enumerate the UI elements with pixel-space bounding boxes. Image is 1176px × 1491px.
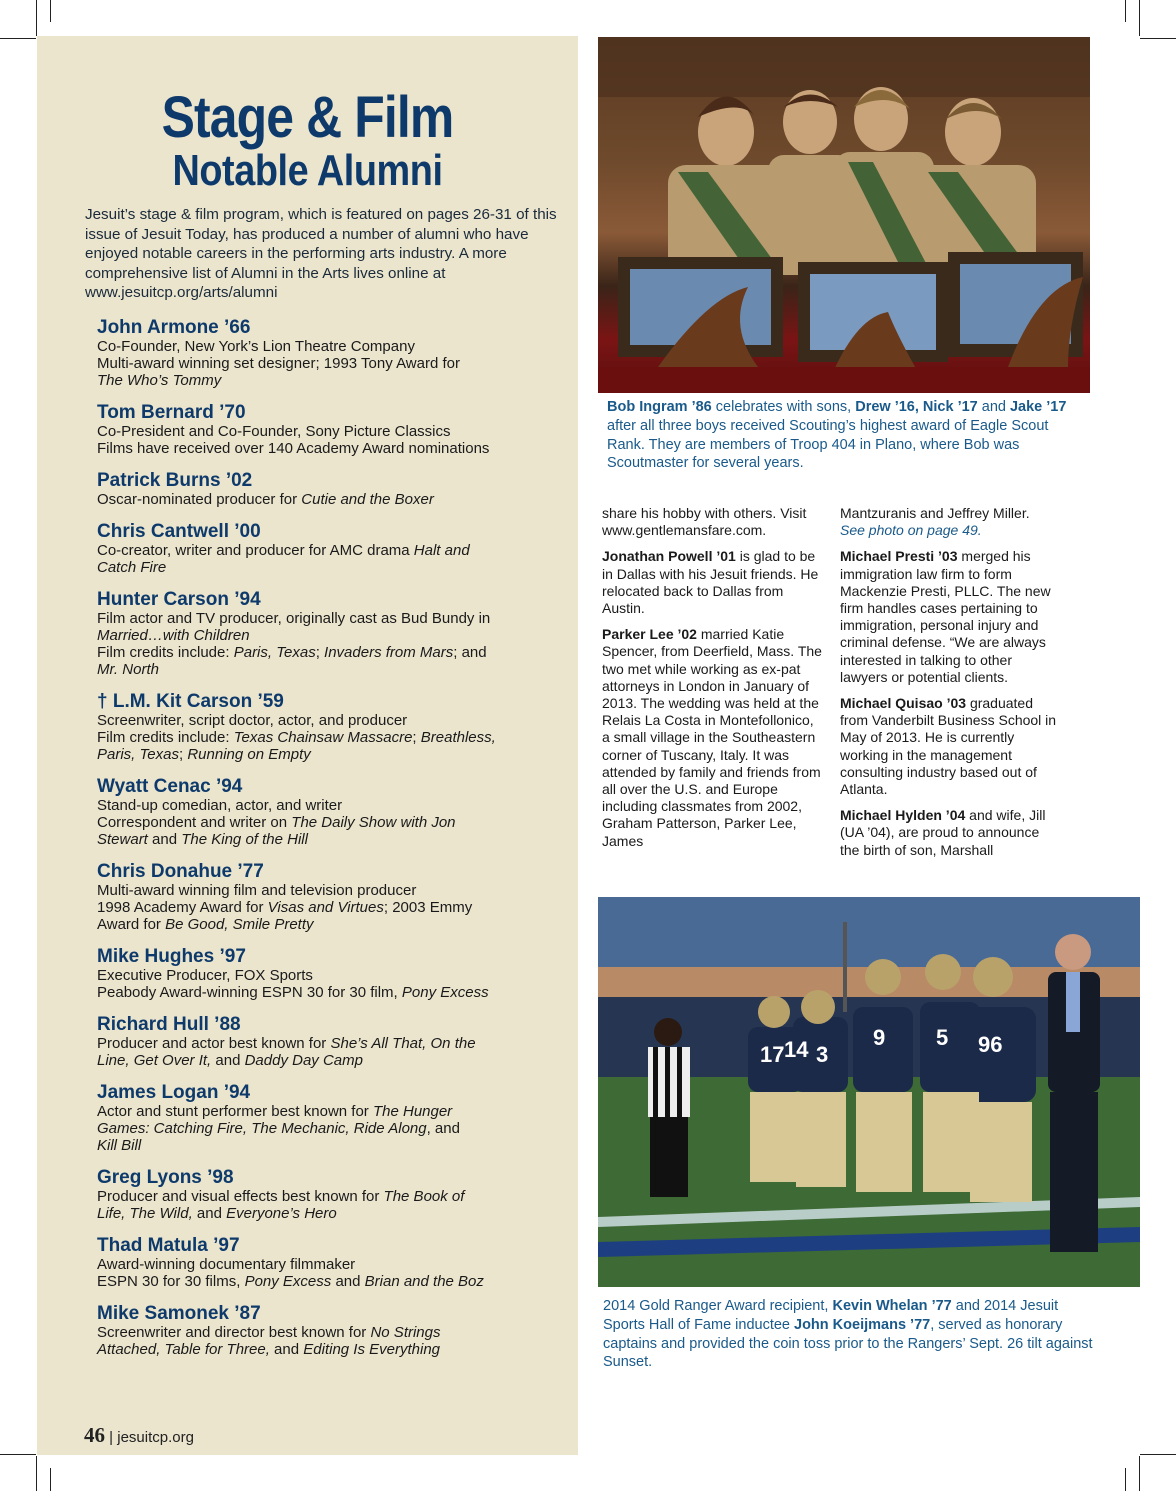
class-note bbox=[602, 626, 824, 850]
alumni-detail: and bbox=[211, 1052, 245, 1069]
alumni-name: Mike Samonek ’87 bbox=[97, 1303, 261, 1324]
caption-text: , served as honorary captains and provided the coin toss prior to the Rangers’ Sept. 26 tilt against Sunset. bbox=[603, 1316, 1093, 1371]
football-captains-photo bbox=[598, 897, 1140, 1287]
work-title: Pony Excess bbox=[244, 1273, 332, 1290]
alumni-detail: Correspondent and writer on bbox=[97, 814, 292, 831]
work-title: Halt and bbox=[413, 542, 470, 559]
eagle-scout-illustration bbox=[598, 37, 1090, 393]
caption-name: Jake ’17 bbox=[1009, 399, 1067, 415]
work-title: Attached, Table for Three, bbox=[97, 1341, 270, 1358]
caption-text: 2014 Gold Ranger Award recipient, bbox=[603, 1298, 833, 1314]
alumni-detail: ESPN 30 for 30 films, bbox=[97, 1273, 245, 1290]
alumni-detail: Actor and stunt performer best known for bbox=[97, 1103, 373, 1120]
work-title: The Book of bbox=[383, 1188, 465, 1205]
class-note bbox=[840, 548, 1062, 686]
work-title: Daddy Day Camp bbox=[244, 1052, 363, 1069]
note-text: merged his immigration law firm to form Mackenzie Presti, PLLC. The new firm handles cases pertaining to immigration, personal injury and criminal defense. “We are always interested in talking to other lawyers or potential clients. bbox=[840, 548, 1051, 685]
work-title: Life, The Wild, bbox=[97, 1205, 193, 1222]
alumni-name: Patrick Burns ’02 bbox=[97, 470, 253, 491]
jersey-number: 14 bbox=[784, 1037, 809, 1062]
note-text: married Katie Spencer, from Deerfield, Mass. The two met while working as ex-pat attorneys in London in January of 2013. The wedding was held at the Relais La Costa in Montefollonico, a small village in the Southeastern corner of Tuscany, Italy. It was attended by family and friends from all over the U.S. and Europe including classmates from 2002, Graham Patterson, Parker Lee, James bbox=[602, 626, 822, 849]
alumni-detail: Co-creator, writer and producer for AMC drama bbox=[97, 542, 414, 559]
alumni-name: Thad Matula ’97 bbox=[97, 1235, 240, 1256]
work-title: Editing Is Everything bbox=[303, 1341, 441, 1358]
alumni-detail: Co-President and Co-Founder, Sony Picture Classics bbox=[97, 423, 451, 440]
alumni-detail: Film credits include: bbox=[97, 729, 234, 746]
work-title: She’s All That, On the bbox=[330, 1035, 476, 1052]
sidebar-title: Stage & Film bbox=[161, 85, 454, 150]
alumni-detail: Film credits include: bbox=[97, 644, 234, 661]
alumni-detail: and bbox=[147, 831, 182, 848]
work-title: The Who’s Tommy bbox=[97, 372, 222, 389]
alumni-entry bbox=[97, 1082, 567, 1154]
work-title: Invaders from Mars bbox=[324, 644, 454, 661]
alumni-name: Greg Lyons ’98 bbox=[97, 1167, 234, 1188]
work-title: Stewart bbox=[97, 831, 148, 848]
alumni-entry bbox=[97, 1235, 567, 1290]
work-title: Everyone’s Hero bbox=[226, 1205, 337, 1222]
alumni-name: Hunter Carson ’94 bbox=[97, 589, 261, 610]
work-title: Mr. North bbox=[97, 661, 159, 678]
alumni-entry bbox=[97, 589, 567, 678]
alumni-entry bbox=[97, 521, 567, 576]
sidebar-subtitle: Notable Alumni bbox=[172, 146, 443, 195]
alumni-name: Richard Hull ’88 bbox=[97, 1014, 241, 1035]
work-title: Paris, Texas bbox=[97, 746, 179, 763]
alumni-detail: Peabody Award-winning ESPN 30 for 30 film, bbox=[97, 984, 402, 1001]
alumni-name: Tom Bernard ’70 bbox=[97, 402, 246, 423]
work-title: Line, Get Over It, bbox=[97, 1052, 212, 1069]
caption-name: Drew ’16, Nick ’17 bbox=[855, 399, 978, 415]
alumni-entry bbox=[97, 470, 567, 508]
alumni-name: Mike Hughes ’97 bbox=[97, 946, 246, 967]
alumni-entry bbox=[97, 1303, 567, 1358]
alumni-detail: Award-winning documentary filmmaker bbox=[97, 1256, 356, 1273]
alumni-name: Chris Donahue ’77 bbox=[97, 861, 264, 882]
jersey-number: 3 bbox=[816, 1042, 829, 1067]
sidebar-intro: Jesuit’s stage & film program, which is featured on pages 26-31 of this issue of Jesuit Today, has produced a number of alumni who have enjoyed notable careers in the performing arts industry. A more comprehensive list of Alumni in the Arts lives online at www.jesuitcp.org/arts/alumni bbox=[85, 206, 557, 301]
jersey-number: 5 bbox=[936, 1025, 949, 1050]
note-name: Jonathan Powell ’01 bbox=[602, 548, 736, 565]
crop-mark bbox=[50, 0, 51, 22]
alumni-entry bbox=[97, 317, 567, 389]
crop-mark bbox=[1125, 1468, 1126, 1491]
work-title: Catch Fire bbox=[97, 559, 167, 576]
class-note bbox=[840, 807, 1062, 859]
work-title: The Daily Show with Jon bbox=[291, 814, 456, 831]
jersey-number: 96 bbox=[978, 1032, 1003, 1057]
caption-name: Kevin Whelan ’77 bbox=[832, 1298, 952, 1314]
caption-text: celebrates with sons, bbox=[711, 399, 856, 415]
work-title: Cutie and the Boxer bbox=[301, 491, 434, 508]
class-note: share his hobby with others. Visit www.gentlemansfare.com. bbox=[602, 505, 807, 539]
alumni-detail: and bbox=[269, 1341, 304, 1358]
crop-mark bbox=[1139, 0, 1140, 36]
page-number: 46 bbox=[84, 1423, 105, 1447]
work-title: Be Good, Smile Pretty bbox=[165, 916, 314, 933]
class-note bbox=[602, 548, 824, 617]
alumni-entry bbox=[97, 1014, 567, 1069]
class-note bbox=[840, 505, 1062, 539]
work-title: Games: Catching Fire, The Mechanic, Ride Along bbox=[97, 1120, 427, 1137]
note-text: graduated from Vanderbilt Business School in May of 2013. He is currently working in the management consulting industry based out of Atlanta. bbox=[840, 695, 1057, 798]
jersey-number: 17 bbox=[760, 1042, 785, 1067]
class-note bbox=[840, 695, 1062, 798]
folio-site: jesuitcp.org bbox=[117, 1429, 194, 1446]
alumni-detail: Co-Founder, New York’s Lion Theatre Company bbox=[97, 338, 415, 355]
alumni-entry bbox=[97, 1167, 567, 1222]
alumni-entry bbox=[97, 946, 567, 1001]
class-notes-column-left bbox=[602, 505, 824, 859]
work-title: The King of the Hill bbox=[181, 831, 308, 848]
photo-reference-link[interactable]: See photo on page 49. bbox=[840, 522, 982, 539]
work-title: Running on Empty bbox=[187, 746, 311, 763]
eagle-scout-caption bbox=[607, 398, 1077, 473]
note-name: Michael Presti ’03 bbox=[840, 548, 958, 565]
alumni-detail: Stand-up comedian, actor, and writer bbox=[97, 797, 343, 814]
alumni-detail: Award for bbox=[97, 916, 166, 933]
work-title: Pony Excess bbox=[401, 984, 489, 1001]
alumni-name: † L.M. Kit Carson ’59 bbox=[97, 691, 284, 712]
note-text: is glad to be in Dallas with his Jesuit friends. He relocated back to Dallas from Austin. bbox=[602, 548, 819, 617]
work-title: Paris, Texas bbox=[233, 644, 316, 661]
alumni-entry bbox=[97, 776, 567, 848]
crop-mark bbox=[0, 1454, 36, 1455]
work-title: Married…with Children bbox=[97, 627, 250, 644]
alumni-detail: and bbox=[192, 1205, 227, 1222]
crop-mark bbox=[50, 1468, 51, 1491]
alumni-detail: Producer and visual effects best known for bbox=[97, 1188, 384, 1205]
alumni-list bbox=[97, 317, 567, 1371]
alumni-detail: ; bbox=[412, 729, 421, 746]
football-captains-caption bbox=[603, 1297, 1093, 1372]
alumni-detail: ; bbox=[315, 644, 325, 661]
alumni-detail: ; and bbox=[453, 644, 487, 661]
alumni-detail: Oscar-nominated producer for bbox=[97, 491, 302, 508]
alumni-name: Wyatt Cenac ’94 bbox=[97, 776, 243, 797]
alumni-detail: Multi-award winning film and television producer bbox=[97, 882, 417, 899]
alumni-detail: Films have received over 140 Academy Award nominations bbox=[97, 440, 490, 457]
caption-name: John Koeijmans ’77 bbox=[794, 1316, 931, 1333]
jersey-number: 9 bbox=[873, 1025, 886, 1050]
crop-mark bbox=[1140, 1454, 1176, 1455]
work-title: Visas and Virtues bbox=[267, 899, 384, 916]
crop-mark bbox=[1139, 1456, 1140, 1491]
alumni-detail: Multi-award winning set designer; 1993 Tony Award for bbox=[97, 355, 460, 372]
note-name: Michael Quisao ’03 bbox=[840, 695, 967, 712]
caption-name: Bob Ingram ’86 bbox=[607, 399, 712, 415]
page-folio: 46 | jesuitcp.org bbox=[84, 1423, 194, 1447]
football-captains-illustration bbox=[598, 897, 1140, 1287]
caption-text: and bbox=[977, 399, 1010, 415]
work-title: Brian and the Boz bbox=[364, 1273, 484, 1290]
note-text: Mantzuranis and Jeffrey Miller. bbox=[840, 505, 1030, 521]
alumni-name: Chris Cantwell ’00 bbox=[97, 521, 261, 542]
crop-mark bbox=[0, 38, 36, 39]
alumni-detail: Executive Producer, FOX Sports bbox=[97, 967, 313, 984]
note-name: Michael Hylden ’04 bbox=[840, 807, 966, 824]
note-text: and wife, Jill (UA ’04), are proud to announce the birth of son, Marshall bbox=[840, 807, 1046, 858]
crop-mark bbox=[36, 0, 37, 36]
alumni-detail: and bbox=[331, 1273, 365, 1290]
alumni-name: James Logan ’94 bbox=[97, 1082, 251, 1103]
alumni-detail: Producer and actor best known for bbox=[97, 1035, 331, 1052]
alumni-detail: 1998 Academy Award for bbox=[97, 899, 268, 916]
crop-mark bbox=[1140, 38, 1176, 39]
alumni-entry bbox=[97, 861, 567, 933]
caption-text: after all three boys received Scouting’s highest award of Eagle Scout Rank. They are members of Troop 404 in Plano, where Bob was Scoutmaster for several years. bbox=[607, 417, 1049, 472]
work-title: The Hunger bbox=[372, 1103, 453, 1120]
crop-mark bbox=[1125, 0, 1126, 22]
eagle-scout-photo bbox=[598, 37, 1090, 393]
work-title: Breathless, bbox=[420, 729, 496, 746]
alumni-entry bbox=[97, 691, 567, 763]
alumni-detail: Screenwriter and director best known for bbox=[97, 1324, 371, 1341]
alumni-detail: Screenwriter, script doctor, actor, and producer bbox=[97, 712, 408, 729]
crop-mark bbox=[36, 1456, 37, 1491]
alumni-detail: Film actor and TV producer, originally cast as Bud Bundy in bbox=[97, 610, 491, 627]
work-title: Kill Bill bbox=[97, 1137, 142, 1154]
work-title: No Strings bbox=[370, 1324, 441, 1341]
alumni-detail: ; bbox=[178, 746, 188, 763]
work-title: Texas Chainsaw Massacre bbox=[233, 729, 413, 746]
caption-text: and 2014 Jesuit Sports Hall of Fame inductee bbox=[603, 1298, 1059, 1333]
class-notes-column-right bbox=[840, 505, 1062, 868]
alumni-name: John Armone ’66 bbox=[97, 317, 251, 338]
alumni-entry bbox=[97, 402, 567, 457]
alumni-detail: , and bbox=[426, 1120, 460, 1137]
notable-alumni-sidebar bbox=[37, 36, 578, 1455]
alumni-detail: ; 2003 Emmy bbox=[383, 899, 473, 916]
note-name: Parker Lee ’02 bbox=[602, 626, 697, 643]
